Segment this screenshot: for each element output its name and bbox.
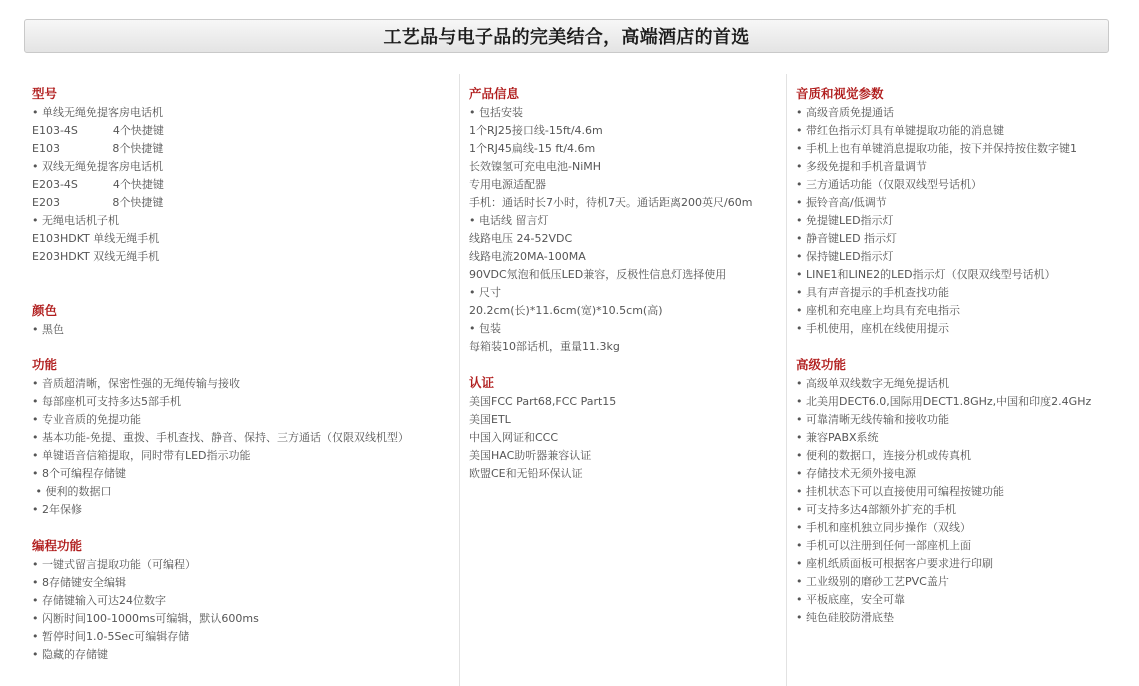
list-item: • 手机上也有单键消息提取功能，按下并保持按住数字键1 (796, 142, 1077, 155)
section-model (32, 84, 452, 266)
list-item: • 可支持多达4部额外扩充的手机 (796, 503, 956, 516)
list-item: 中国入网证和CCC (469, 431, 559, 444)
list-item: • 无绳电话机子机 (32, 214, 119, 227)
list-item: 专用电源适配器 (469, 178, 546, 191)
list-item: • 可靠清晰无线传输和接收功能 (796, 413, 949, 426)
list-item: • 工业级别的磨砂工艺PVC盖片 (796, 575, 949, 588)
section-list (469, 393, 795, 483)
list-item: 美国FCC Part68,FCC Part15 (469, 395, 617, 408)
list-item: • 尺寸 (469, 286, 501, 299)
section-programming (32, 536, 452, 664)
list-item: • 便利的数据口 (32, 485, 112, 498)
list-item: • 手机使用，座机在线使用提示 (796, 322, 949, 335)
list-item: • 具有声音提示的手机查找功能 (796, 286, 949, 299)
section-title: 认证 (469, 375, 495, 390)
section-certification (469, 373, 795, 483)
list-item: • 存储键输入可达24位数字 (32, 594, 166, 607)
list-item: • 暂停时间1.0-5Sec可编辑存储 (32, 630, 190, 643)
list-item: • 免提键LED指示灯 (796, 214, 894, 227)
list-item: • 存储技术无须外接电源 (796, 467, 916, 480)
list-item: • 专业音质的免提功能 (32, 413, 141, 426)
section-list (32, 104, 452, 266)
list-item: • 平板底座，安全可靠 (796, 593, 905, 606)
list-item: 欧盟CE和无铅环保认证 (469, 467, 583, 480)
list-item: 1个RJ25接口线-15ft/4.6m (469, 124, 603, 137)
list-item: 90VDC氖泡和低压LED兼容，反极性信息灯选择使用 (469, 268, 727, 281)
list-item: • 手机和座机独立同步操作（双线） (796, 521, 971, 534)
section-features (32, 355, 452, 519)
column-right (786, 74, 1136, 686)
section-advanced (796, 355, 1136, 627)
list-item: • 兼容PABX系统 (796, 431, 879, 444)
list-item: E103HDKT 单线无绳手机 (32, 232, 160, 245)
list-item: • 三方通话功能（仅限双线型号话机） (796, 178, 982, 191)
list-item: • 振铃音高/低调节 (796, 196, 887, 209)
list-item: • 北美用DECT6.0,国际用DECT1.8GHz,中国和印度2.4GHz (796, 395, 1092, 408)
list-item: 每箱装10部话机，重量11.3kg (469, 340, 620, 353)
list-item: E103-4S 4个快捷键 (32, 124, 164, 137)
section-title: 型号 (32, 86, 58, 101)
list-item: 美国ETL (469, 413, 511, 426)
list-item: • 隐藏的存储键 (32, 648, 108, 661)
list-item: • 8个可编程存储键 (32, 467, 126, 480)
list-item: • 挂机状态下可以直接使用可编程按键功能 (796, 485, 1004, 498)
list-item: • 黑色 (32, 323, 64, 336)
list-item: • 高级单双线数字无绳免提话机 (796, 377, 949, 390)
column-left (32, 74, 452, 686)
list-item: • 保持键LED指示灯 (796, 250, 894, 263)
list-item: • 手机可以注册到任何一部座机上面 (796, 539, 971, 552)
list-item: E103 8个快捷键 (32, 142, 164, 155)
section-title: 颜色 (32, 303, 58, 318)
list-item: 线路电流20MA-100MA (469, 250, 586, 263)
list-item: • 静音键LED 指示灯 (796, 232, 898, 245)
list-item: • 一键式留言提取功能（可编程） (32, 558, 196, 571)
section-list (32, 556, 452, 664)
list-item: • 座机和充电座上均具有充电指示 (796, 304, 960, 317)
page-title: 工艺品与电子品的完美结合，高端酒店的首选 (383, 27, 750, 48)
list-item: • 基本功能-免提、重拨、手机查找、静音、保持、三方通话（仅限双线机型） (32, 431, 409, 444)
list-item: • 8存储键安全编辑 (32, 576, 126, 589)
list-item: E203 8个快捷键 (32, 196, 164, 209)
page-banner (24, 19, 1109, 53)
list-item: • 座机纸质面板可根据客户要求进行印刷 (796, 557, 993, 570)
section-audio-visual (796, 84, 1136, 338)
section-list (32, 375, 452, 519)
list-item: 1个RJ45扁线-15 ft/4.6m (469, 142, 596, 155)
section-list (32, 321, 452, 339)
list-item: • 电话线 留言灯 (469, 214, 549, 227)
section-list (796, 375, 1136, 627)
section-title: 功能 (32, 357, 58, 372)
list-item: • 纯色硅胶防滑底垫 (796, 611, 894, 624)
list-item: • 便利的数据口，连接分机或传真机 (796, 449, 971, 462)
section-list (796, 104, 1136, 338)
list-item: • 带红色指示灯具有单键提取功能的消息键 (796, 124, 1004, 137)
section-product-info (469, 84, 795, 356)
list-item: • 包装 (469, 322, 501, 335)
list-item: E203-4S 4个快捷键 (32, 178, 164, 191)
list-item: 20.2cm(长)*11.6cm(宽)*10.5cm(高) (469, 304, 663, 317)
list-item: • 单线无绳免提客房电话机 (32, 106, 163, 119)
section-title: 编程功能 (32, 538, 83, 553)
list-item: 线路电压 24-52VDC (469, 232, 573, 245)
section-title: 高级功能 (796, 357, 847, 372)
list-item: • 音质超清晰，保密性强的无绳传输与接收 (32, 377, 240, 390)
section-color (32, 301, 452, 339)
list-item: • 多级免提和手机音量调节 (796, 160, 927, 173)
list-item: E203HDKT 双线无绳手机 (32, 250, 160, 263)
list-item: • 双线无绳免提客房电话机 (32, 160, 163, 173)
list-item: • 包括安装 (469, 106, 523, 119)
list-item: 手机：通话时长7小时，待机7天。通话距离200英尺/60m (469, 196, 753, 209)
list-item: • 2年保修 (32, 503, 82, 516)
section-title: 产品信息 (469, 86, 520, 101)
list-item: • 高级音质免提通话 (796, 106, 894, 119)
list-item: 长效镍氢可充电电池-NiMH (469, 160, 602, 173)
column-middle (459, 74, 795, 686)
section-list (469, 104, 795, 356)
list-item: 美国HAC助听器兼容认证 (469, 449, 592, 462)
list-item: • 单键语音信箱提取，同时带有LED指示功能 (32, 449, 251, 462)
list-item: • 闪断时间100-1000ms可编辑，默认600ms (32, 612, 259, 625)
list-item: • 每部座机可支持多达5部手机 (32, 395, 181, 408)
list-item: • LINE1和LINE2的LED指示灯（仅限双线型号话机） (796, 268, 1056, 281)
section-title: 音质和视觉参数 (796, 86, 884, 101)
